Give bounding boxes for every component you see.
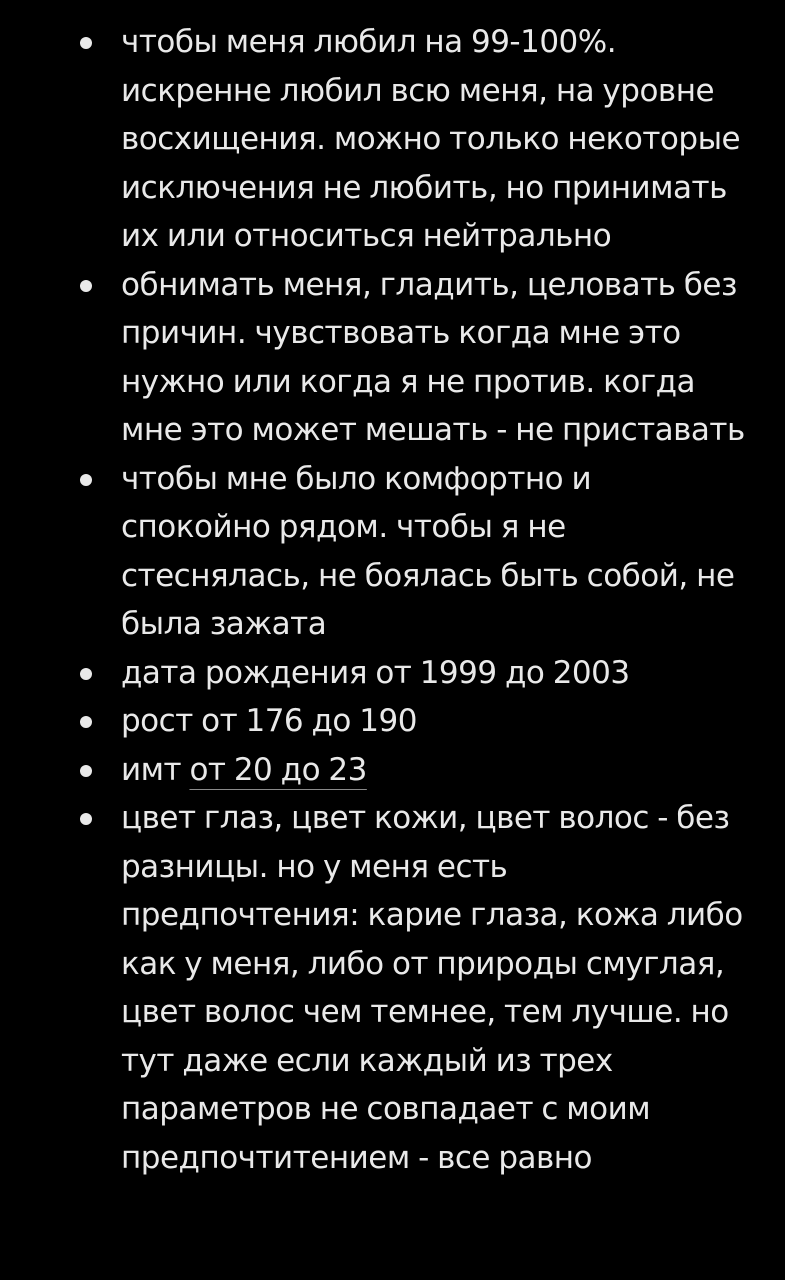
bullet-icon	[80, 813, 92, 825]
bullet-icon	[80, 668, 92, 680]
list-item	[0, 261, 785, 455]
list-item	[0, 455, 785, 649]
list-item-text: рост от 176 до 190	[121, 703, 417, 739]
list-item	[0, 746, 785, 795]
list-item	[0, 18, 785, 261]
bullet-icon	[80, 474, 92, 486]
list-item-text: цвет глаз, цвет кожи, цвет волос - без разницы. но у меня есть предпочтения: карие глаза, кожа либо как у меня, либо от природы смуглая, цвет волос чем темнее, тем лучше. но тут даже если каждый из трех параметров не совпадает с моим предпочтитением - все равно	[121, 800, 743, 1176]
bullet-icon	[80, 765, 92, 777]
list-item	[0, 697, 785, 746]
list-item	[0, 649, 785, 698]
list-item-prefix: имт	[121, 751, 190, 788]
bmi-range-link[interactable]: от 20 до 23	[189, 751, 367, 788]
notes-list	[0, 18, 785, 1182]
bullet-icon	[80, 37, 92, 49]
list-item-text: чтобы меня любил на 99-100%. искренне любил всю меня, на уровне восхищения. можно только некоторые исключения не любить, но принимать их или относиться нейтрально	[121, 24, 741, 254]
bullet-icon	[80, 280, 92, 292]
list-item-text: чтобы мне было комфортно и спокойно рядом. чтобы я не стеснялась, не боялась быть собой, не была зажата	[121, 460, 735, 642]
list-item-text: дата рождения от 1999 до 2003	[121, 654, 630, 691]
list-item	[0, 794, 785, 1182]
bullet-icon	[80, 716, 92, 728]
list-item-text: обнимать меня, гладить, целовать без причин. чувствовать когда мне это нужно или когда я не против. когда мне это может мешать - не приставать	[121, 266, 745, 448]
